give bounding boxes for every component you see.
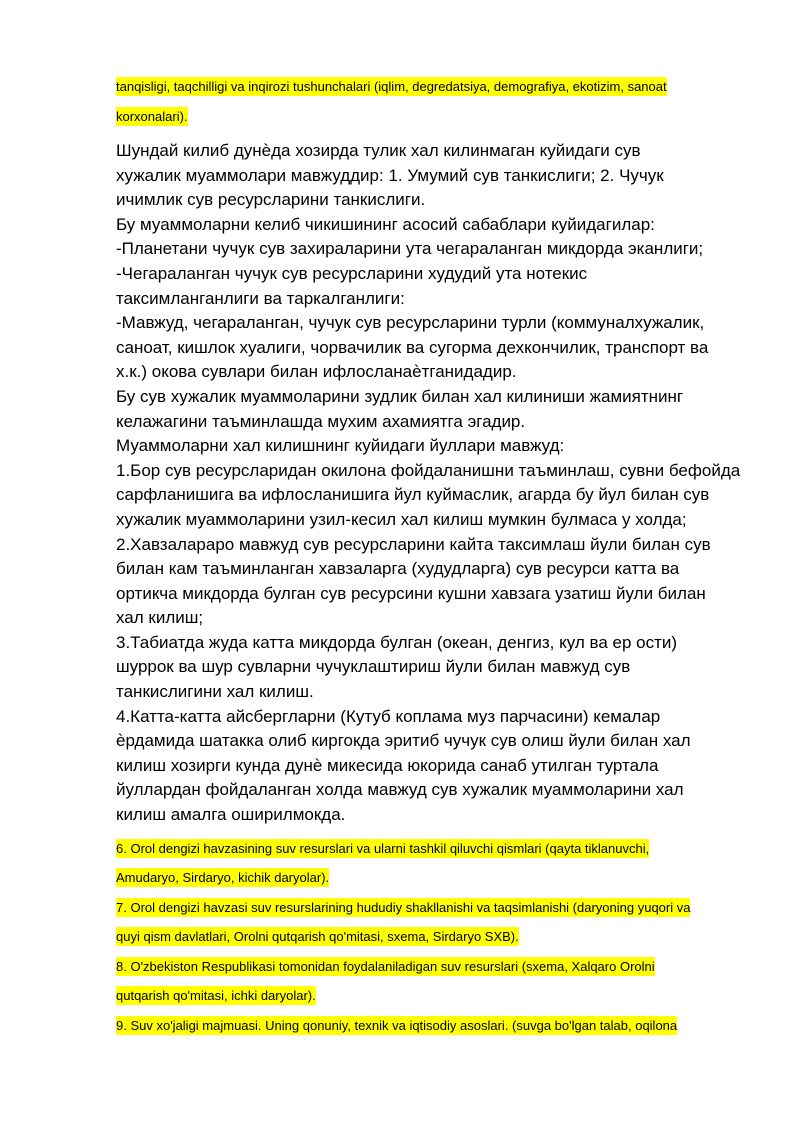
body-line: хужалик муаммолари мавжуддир: 1. Умумий сув танкислиги; 2. Чучук	[116, 165, 664, 185]
body-line: шуррок ва шур сувларни чучуклаштириш йули билан мавжуд сув	[116, 657, 631, 677]
body-line: 3.Табиатда жуда катта микдорда булган (океан, денгиз, кул ва ер ости)	[116, 632, 678, 652]
body-line: йуллардан фойдаланган холда мавжуд сув хужалик муаммоларини хал	[116, 780, 684, 800]
top-highlighted-text	[116, 72, 740, 131]
highlighted-line: 9. Suv xo'jaligi majmuasi. Uning qonuniy, texnik va iqtisodiy asoslari. (suvga bo'lgan talab, oqilona	[116, 1017, 678, 1033]
body-line: танкислигини хал килиш.	[116, 682, 314, 702]
body-line: Бу сув хужалик муаммоларини зудлик билан хал килиниши жамиятнинг	[116, 386, 684, 406]
body-line: саноат, кишлок хуалиги, чорвачилик ва сугорма дехкончилик, транспорт ва	[116, 337, 709, 357]
body-line: ортикча микдорда булган сув ресурсини кушни хавзага узатиш йули билан	[116, 583, 706, 603]
body-line: таксимланганлиги ва таркалганлиги:	[116, 288, 405, 308]
body-line: -Чегараланган чучук сув ресурсларини худудий ута нотекис	[116, 263, 588, 283]
highlighted-line: 8. O'zbekiston Respublikasi tomonidan foydalaniladigan suv resurslari (sxema, Xalqaro Orolni	[116, 958, 655, 974]
highlighted-line: korxonalari).	[116, 108, 188, 124]
body-line: ичимлик сув ресурсларини танкислиги.	[116, 190, 426, 210]
body-line: -Планетани чучук сув захираларини ута чегараланган микдорда эканлиги;	[116, 239, 704, 259]
body-line: ѐрдамида шатакка олиб киргокда эритиб чучук сув олиш йули билан хал	[116, 731, 691, 751]
body-line: 4.Катта-катта айсбергларни (Кутуб коплама муз парчасини) кемалар	[116, 706, 661, 726]
highlighted-line: 7. Orol dengizi havzasi suv resurslarining hududiy shakllanishi va taqsimlanishi (daryoning yuqori va	[116, 899, 691, 915]
body-line: 1.Бор сув ресурсларидан окилона фойдаланишни таъминлаш, сувни бефойда	[116, 460, 741, 480]
highlighted-line: Amudaryo, Sirdaryo, kichik daryolar).	[116, 870, 330, 886]
body-line: 2.Хавзалараро мавжуд сув ресурсларини кайта таксимлаш йули билан сув	[116, 534, 711, 554]
body-line: х.к.) окова сувлари билан ифлосланаѐтганидадир.	[116, 362, 517, 382]
body-line: сарфланишига ва ифлосланишига йул куймаслик, агарда бу йул билан сув	[116, 485, 710, 505]
body-line: хужалик муаммоларини узил-кесил хал килиш мумкин булмаса у холда;	[116, 509, 687, 529]
body-line: -Мавжуд, чегараланган, чучук сув ресурсларини турли (коммуналхужалик,	[116, 313, 705, 333]
body-line: Муаммоларни хал килишнинг куйидаги йуллари мавжуд:	[116, 436, 565, 456]
body-line: килиш хозирги кунда дунѐ микесида юкорида санаб утилган туртала	[116, 755, 659, 775]
highlighted-line: tanqisligi, taqchilligi va inqirozi tushunchalari (iqlim, degredatsiya, demografiya, ekotizim, sanoat	[116, 79, 667, 94]
body-line: Бу муаммоларни келиб чикишининг асосий сабаблари куйидагилар:	[116, 214, 655, 234]
body-line: билан кам таъминланган хавзаларга (худудларга) сув ресурси катта ва	[116, 559, 680, 579]
highlighted-line: 6. Orol dengizi havzasining suv resurslari va ularni tashkil qiluvchi qismlari (qayta tiklanuvchi,	[116, 840, 650, 856]
main-body-text	[116, 139, 740, 828]
body-line: килиш амалга оширилмокда.	[116, 805, 346, 825]
bottom-highlighted-text	[116, 834, 740, 1041]
body-line: келажагини таъминлашда мухим ахамиятга эгадир.	[116, 411, 526, 431]
body-line: хал килиш;	[116, 608, 204, 628]
highlighted-line: qutqarish qo'mitasi, ichki daryolar).	[116, 988, 316, 1004]
body-line: Шундай килиб дунѐда хозирда тулик хал килинмаган куйидаги сув	[116, 141, 641, 160]
highlighted-line: quyi qism davlatlari, Orolni qutqarish qo'mitasi, sxema, Sirdaryo SXB).	[116, 929, 519, 945]
